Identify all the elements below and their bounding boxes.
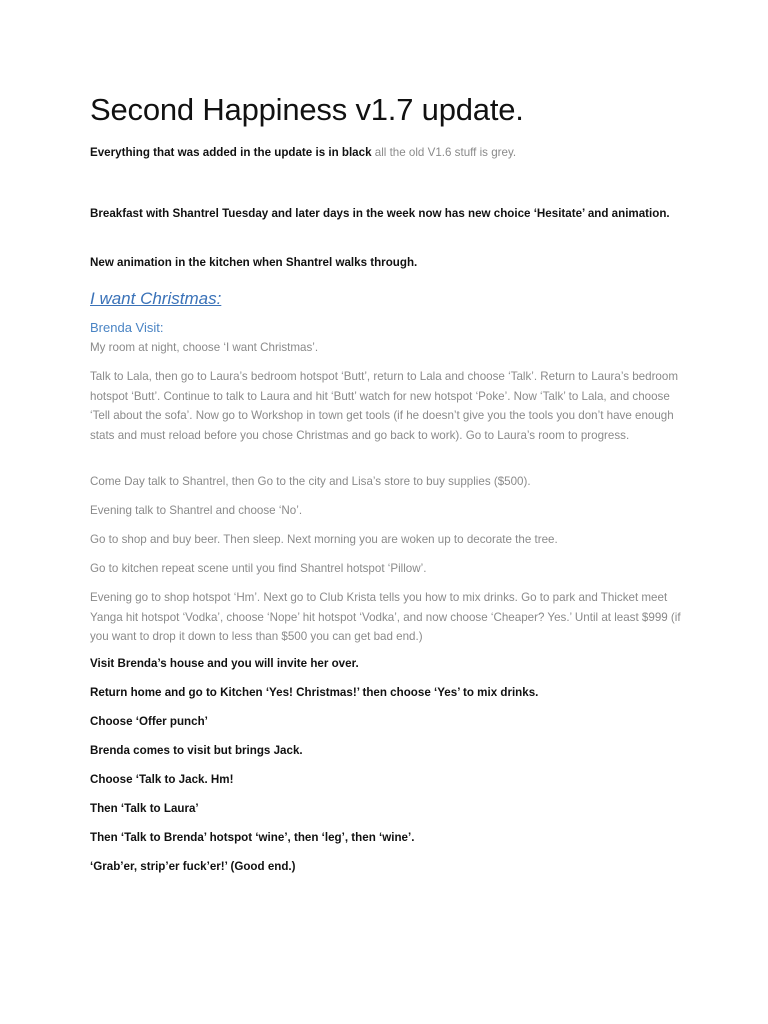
step-paragraph: Then ‘Talk to Laura’ [90,802,199,815]
step-paragraph: Talk to Lala, then go to Laura’s bedroom hotspot ‘Butt’, return to Lala and choose ‘Talk’. Return to Laura’s bedroom hotspot ‘Butt’. Continue to talk to Laura and hit ‘Butt’ watch for new hotspot ‘Poke’. Now ‘Talk’ to Lala, and choose ‘Tell about the sofa’. Now go to Workshop in town get tools (if he doesn’t give you the tools you don’t have enough stats and must reload before you chose Christmas and go back to work). Go to Laura’s room to progress. [90,370,678,442]
step-paragraph: Evening go to shop hotspot ‘Hm’. Next go to Club Krista tells you how to mix drinks. Go to park and Thicket meet Yanga hit hotspot ‘Vodka’, choose ‘Nope’ hit hotspot ‘Vodka’, and now choose ‘Cheaper? Yes.’ Until at least $999 (if you want to drop it down to less than $500 you can get bad end.) [90,591,681,644]
step-paragraph: Then ‘Talk to Brenda’ hotspot ‘wine’, then ‘leg’, then ‘wine’. [90,831,415,844]
step-paragraph: Evening talk to Shantrel and choose ‘No’. [90,504,303,517]
legend-new-text: Everything that was added in the update is in black [90,146,372,159]
step-paragraph: Come Day talk to Shantrel, then Go to the city and Lisa’s store to buy supplies ($500). [90,475,531,488]
subsection-heading-brenda: Brenda Visit: [90,320,164,335]
step-paragraph: Go to kitchen repeat scene until you find Shantrel hotspot ‘Pillow’. [90,562,427,575]
step-paragraph: ‘Grab’er, strip’er fuck’er!’ (Good end.) [90,860,296,873]
kitchen-animation-note: New animation in the kitchen when Shantrel walks through. [90,256,418,269]
step-paragraph: Go to shop and buy beer. Then sleep. Next morning you are woken up to decorate the tree. [90,533,558,546]
document-title: Second Happiness v1.7 update. [90,92,524,127]
step-paragraph: My room at night, choose ‘I want Christmas’. [90,341,319,354]
section-heading-christmas: I want Christmas: [90,289,222,308]
step-paragraph: Visit Brenda’s house and you will invite her over. [90,657,359,670]
step-paragraph: Return home and go to Kitchen ‘Yes! Christmas!’ then choose ‘Yes’ to mix drinks. [90,686,539,699]
step-paragraph: Brenda comes to visit but brings Jack. [90,744,303,757]
breakfast-note: Breakfast with Shantrel Tuesday and later days in the week now has new choice ‘Hesitate’ and animation. [90,207,670,220]
legend-old-text: all the old V1.6 stuff is grey. [371,146,517,159]
step-paragraph: Choose ‘Talk to Jack. Hm! [90,773,234,786]
step-paragraph: Choose ‘Offer punch’ [90,715,208,728]
legend-note [90,146,516,159]
